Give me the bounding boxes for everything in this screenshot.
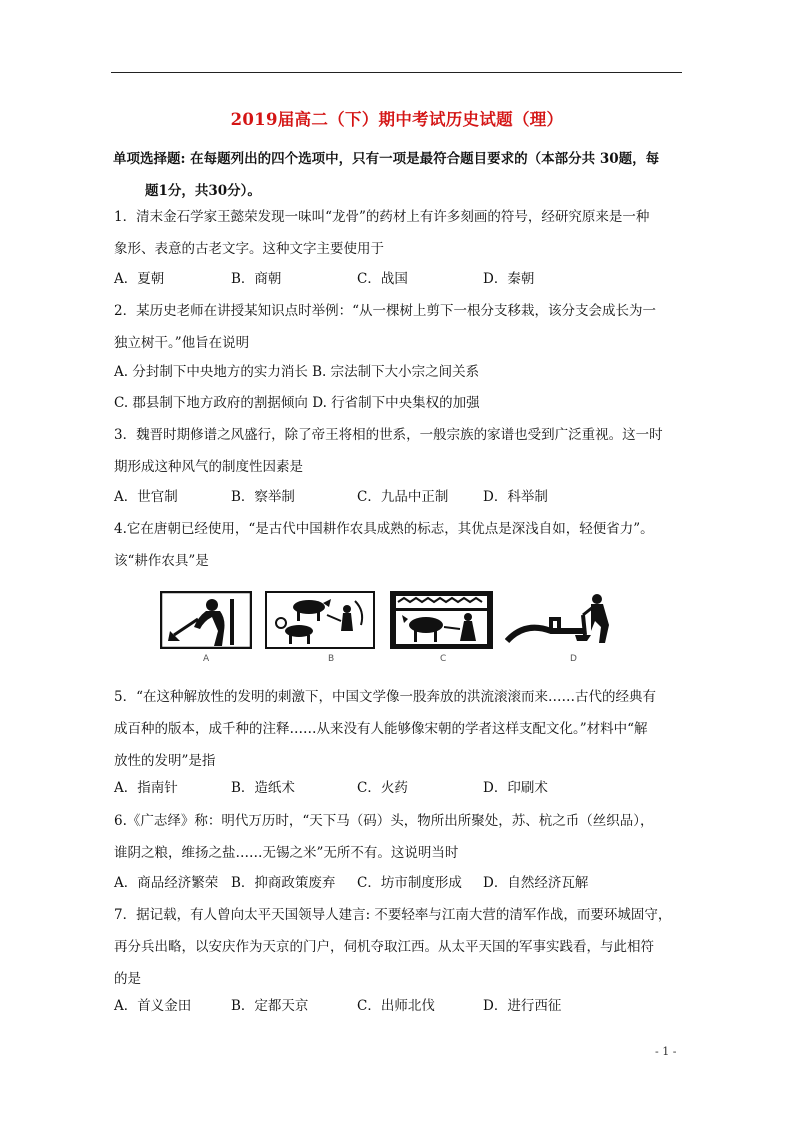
figure-label-b: B [328, 654, 335, 664]
question-7-line3: 的是 [114, 971, 141, 987]
question-4 [114, 513, 686, 577]
question-6-option-b: B．抑商政策废弃 [231, 875, 336, 891]
question-7-option-d: D．进行西征 [483, 998, 562, 1014]
page-number: - 1 - [655, 1045, 677, 1058]
question-2 [114, 295, 686, 359]
question-5 [114, 681, 686, 777]
header-rule [111, 72, 682, 73]
question-4-line2: 该“耕作农具”是 [114, 553, 209, 569]
option-c-ox-plow-scene-image [390, 591, 493, 649]
question-1-line2: 象形、表意的古老文字。这种文字主要使用于 [114, 241, 384, 257]
question-3-options [114, 487, 686, 507]
question-5-options [114, 778, 686, 798]
question-4-line1: 4.它在唐朝已经使用，“是古代中国耕作农具成熟的标志，其优点是深浅自如，轻便省力”。 [114, 521, 654, 537]
question-5-option-b: B．造纸术 [231, 780, 295, 796]
section-instructions [113, 143, 688, 207]
question-7-options [114, 996, 686, 1016]
question-6-option-d: D．自然经济瓦解 [483, 875, 589, 891]
figure-label-d: D [570, 654, 577, 664]
question-3-option-c: C．九品中正制 [357, 489, 449, 505]
question-3-line2: 期形成这种风气的制度性因素是 [114, 459, 303, 475]
question-3-option-a: A．世官制 [114, 489, 178, 505]
question-6-line1: 6.《广志绎》称：明代万历时，“天下马（码）头，物所出所聚处，苏、杭之币（丝织品）， [114, 813, 654, 829]
question-7-option-b: B．定都天京 [231, 998, 309, 1014]
question-6 [114, 805, 686, 869]
question-5-line1: 5．“在这种解放性的发明的刺激下，中国文学像一股奔放的洪流滚滚而来……古代的经典有 [114, 689, 656, 705]
question-3 [114, 419, 686, 483]
question-6-options [114, 873, 686, 893]
question-7-option-a: A．首义金田 [114, 998, 192, 1014]
question-5-option-a: A．指南针 [114, 780, 178, 796]
question-3-option-d: D．科举制 [483, 489, 548, 505]
question-5-option-d: D．印刷术 [483, 780, 548, 796]
figure-label-a: A [203, 654, 210, 664]
question-3-line1: 3．魏晋时期修谱之风盛行，除了帝王将相的世系，一般宗族的家谱也受到广泛重视。这一时 [114, 427, 663, 443]
question-1-option-b: B．商朝 [231, 271, 282, 287]
question-1-option-a: A．夏朝 [114, 271, 165, 287]
question-1-option-c: C．战国 [357, 271, 408, 287]
question-5-option-c: C．火药 [357, 780, 408, 796]
question-6-option-c: C．坊市制度形成 [357, 875, 462, 891]
question-1-options [114, 269, 686, 289]
exam-title: 2019届高二（下）期中考试历史试题（理） [230, 110, 564, 129]
section-instructions-line1: 单项选择题: 在每题列出的四个选项中，只有一项是最符合题目要求的（本部分共 30题，每 [113, 151, 660, 167]
question-5-line3: 放性的发明”是指 [114, 753, 216, 769]
question-6-option-a: A．商品经济繁荣 [114, 875, 219, 891]
question-2-options-ab: A. 分封制下中央地方的实力消长 B. 宗法制下大小宗之间关系 [114, 364, 480, 380]
figure-label-c: C [440, 654, 447, 664]
question-2-line2: 独立树干。”他旨在说明 [114, 335, 250, 351]
question-1 [114, 201, 686, 265]
question-5-line2: 成百种的版本，成千种的注释……从来没有人能够像宋朝的学者这样支配文化。”材料中“解 [114, 721, 648, 737]
question-3-option-b: B．察举制 [231, 489, 295, 505]
section-instructions-line2: 题1分，共30分）。 [145, 183, 261, 199]
question-2-line1: 2．某历史老师在讲授某知识点时举例：“从一棵树上剪下一根分支移栽，该分支会成长为一 [114, 303, 656, 319]
question-7-line1: 7．据记载，有人曾向太平天国领导人建言: 不要轻率与江南大营的清军作战，而要环城固守， [114, 907, 672, 923]
question-6-line2: 谁阴之粮，维扬之盐……无锡之米”无所不有。这说明当时 [114, 845, 459, 861]
option-a-farmer-hoe-image [160, 591, 252, 649]
option-b-oxen-plowing-image [265, 591, 375, 649]
farming-tools-figure [160, 591, 630, 671]
question-1-option-d: D．秦朝 [483, 271, 535, 287]
question-7 [114, 899, 686, 995]
question-7-option-c: C．出师北伐 [357, 998, 435, 1014]
question-2-options-cd: C. 郡县制下地方政府的割据倾向 D. 行省制下中央集权的加强 [114, 395, 480, 411]
question-7-line2: 再分兵出略，以安庆作为天京的门户，伺机夺取江西。从太平天国的军事实践看，与此相符 [114, 939, 654, 955]
option-d-curved-shaft-plow-image [505, 591, 627, 649]
question-1-line1: 1．清末金石学家王懿荣发现一味叫“龙骨”的药材上有许多刻画的符号，经研究原来是一种 [114, 209, 650, 225]
